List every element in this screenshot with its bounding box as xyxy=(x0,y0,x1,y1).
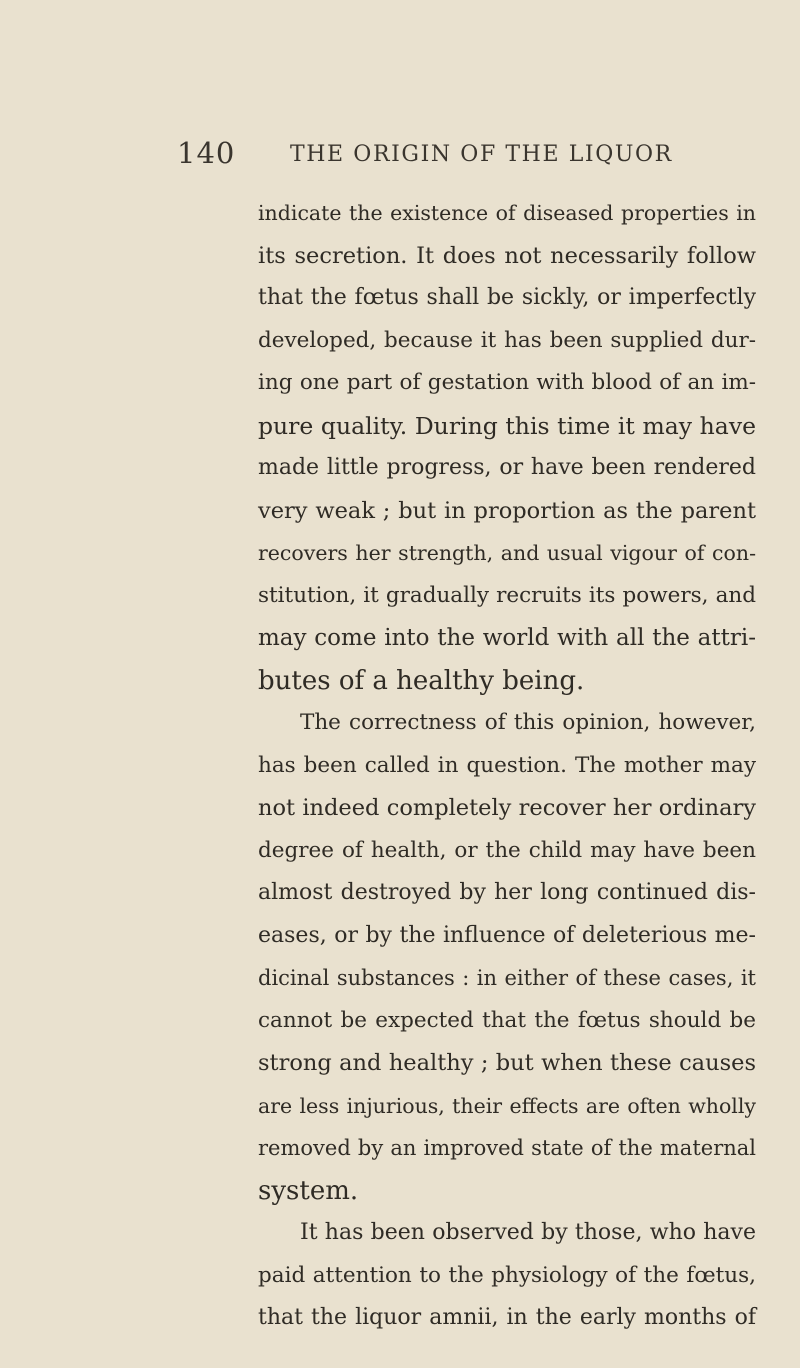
paragraph-end-line: system. xyxy=(258,1175,359,1206)
text-line: may come into the world with all the attri- xyxy=(258,625,756,651)
text-line: its secretion. It does not necessarily follow xyxy=(258,242,756,269)
paragraph-start-line: The correctness of this opinion, however, xyxy=(300,710,756,735)
text-line: strong and healthy ; but when these causes xyxy=(258,1050,756,1076)
text-line: recovers her strength, and usual vigour of con- xyxy=(258,541,756,565)
text-line: pure quality. During this time it may have xyxy=(258,411,756,440)
text-line: has been called in question. The mother may xyxy=(258,752,756,778)
text-line: stitution, it gradually recruits its powers, and xyxy=(258,582,756,608)
page-number: 140 xyxy=(177,136,236,170)
text-line: are less injurious, their effects are often wholly xyxy=(258,1093,756,1118)
text-line: made little progress, or have been rendered xyxy=(258,455,756,480)
paragraph-end-line: butes of a healthy being. xyxy=(258,665,585,696)
text-line: eases, or by the influence of deleterious me- xyxy=(258,922,756,948)
text-line: developed, because it has been supplied dur- xyxy=(258,327,756,353)
body-text xyxy=(258,192,756,1340)
text-line: almost destroyed by her long continued dis- xyxy=(258,880,756,905)
text-line: very weak ; but in proportion as the parent xyxy=(258,497,756,524)
text-line: paid attention to the physiology of the fœtus, xyxy=(258,1262,756,1288)
text-line: indicate the existence of diseased properties in xyxy=(258,201,756,225)
text-line: ing one part of gestation with blood of an im- xyxy=(258,370,756,395)
text-line: removed by an improved state of the maternal xyxy=(258,1136,756,1160)
paragraph-start-line: It has been observed by those, who have xyxy=(300,1220,756,1245)
running-head: THE ORIGIN OF THE LIQUOR xyxy=(290,142,673,167)
text-line: not indeed completely recover her ordinary xyxy=(258,795,756,821)
text-line: that the fœtus shall be sickly, or imperfectly xyxy=(258,285,756,310)
text-line: dicinal substances : in either of these cases, it xyxy=(258,966,756,990)
text-line: that the liquor amnii, in the early months of xyxy=(258,1305,756,1330)
text-line: cannot be expected that the fœtus should be xyxy=(258,1007,756,1033)
text-line: degree of health, or the child may have been xyxy=(258,837,756,863)
page-header xyxy=(0,136,800,184)
